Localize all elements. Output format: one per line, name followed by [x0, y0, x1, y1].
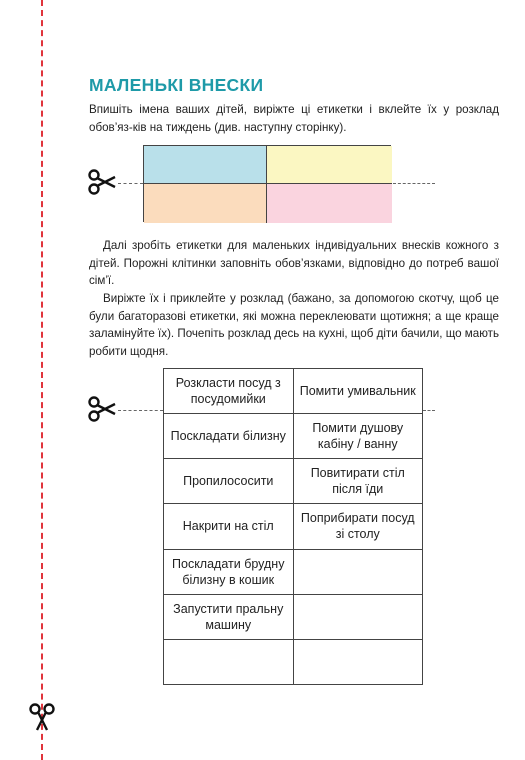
chore-cell	[293, 594, 423, 639]
table-row	[164, 594, 423, 639]
name-label-grid	[143, 145, 391, 222]
table-row	[164, 639, 423, 684]
table-row	[164, 549, 423, 594]
scissors-icon	[88, 395, 116, 423]
cut-guide-left-1	[118, 183, 143, 184]
chore-cell: Пропилососити	[164, 459, 294, 504]
cut-guide-right-1	[393, 183, 435, 184]
instructions-paragraph-2: Виріжте їх і приклейте у розклад (бажано, за допомогою скотчу, щоб це були багаторазові етикетки, які можна переклеювати щотижня; а ще краще заламінуйте їх). Почепіть розклад десь на кухні, щоб діти бачили, що мають робити щодня.	[89, 292, 499, 358]
chore-cell	[293, 549, 423, 594]
intro-paragraph: Впишіть імена ваших дітей, виріжте ці етикетки і вклейте їх у розклад обов’яз-ків на тиждень (див. наступну сторінку).	[89, 103, 499, 134]
chores-table	[163, 368, 423, 685]
label-cell-pink	[267, 184, 392, 223]
cut-guide-right-2	[423, 410, 435, 411]
chore-cell: Поприбирати посуд зі столу	[293, 504, 423, 549]
chore-cell: Помити умивальник	[293, 369, 423, 414]
table-row	[164, 504, 423, 549]
chore-cell: Поскладати брудну білизну в кошик	[164, 549, 294, 594]
table-row	[164, 459, 423, 504]
table-row	[164, 369, 423, 414]
chore-cell: Повитирати стіл після їди	[293, 459, 423, 504]
chore-cell: Накрити на стіл	[164, 504, 294, 549]
instructions-paragraph: Далі зробіть етикетки для маленьких індивідуальних внесків кожного з дітей. Порожні клітинки заповніть обов’язками, відповідно до потреб вашої сім’ї.	[89, 239, 499, 287]
label-cell-orange	[144, 184, 267, 223]
chore-cell	[164, 639, 294, 684]
page-title: МАЛЕНЬКІ ВНЕСКИ	[89, 75, 264, 95]
scissors-icon	[88, 168, 116, 196]
label-cell-blue	[144, 146, 267, 184]
chore-cell: Розкласти посуд з посудомийки	[164, 369, 294, 414]
chore-cell: Поскладати білизну	[164, 414, 294, 459]
chore-cell	[293, 639, 423, 684]
chore-cell: Запустити пральну машину	[164, 594, 294, 639]
chore-cell: Помити душову кабіну / ванну	[293, 414, 423, 459]
table-row	[164, 414, 423, 459]
scissors-icon	[28, 703, 56, 731]
cut-guide-left-2	[118, 410, 163, 411]
label-cell-yellow	[267, 146, 392, 184]
vertical-cut-line	[41, 0, 43, 760]
